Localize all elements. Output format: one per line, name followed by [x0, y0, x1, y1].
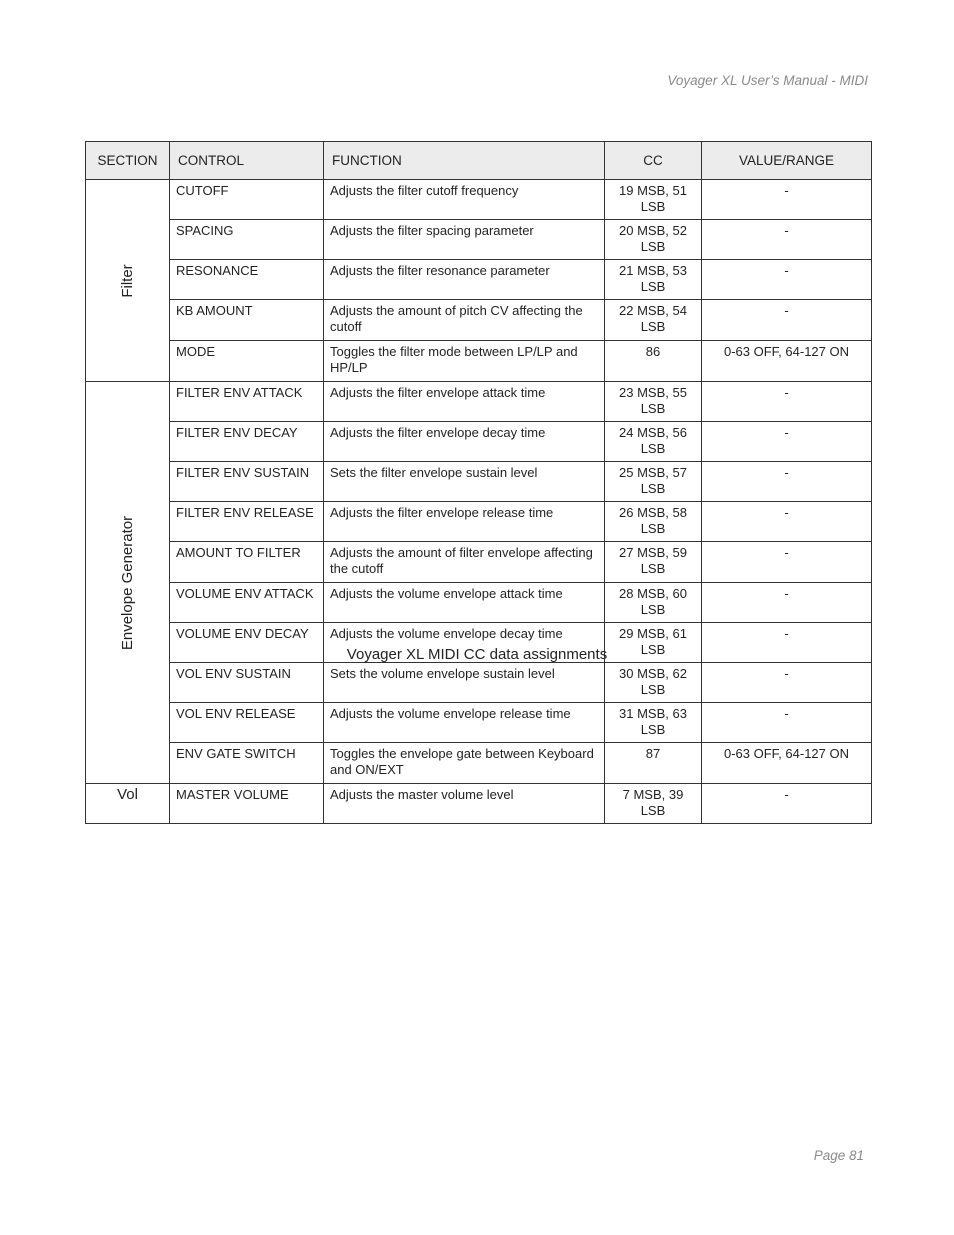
- control-cell: VOL ENV RELEASE: [170, 703, 324, 743]
- section-label: Envelope Generator: [118, 515, 136, 650]
- control-cell: FILTER ENV SUSTAIN: [170, 462, 324, 502]
- control-cell: VOL ENV SUSTAIN: [170, 663, 324, 703]
- table-row: [86, 341, 872, 382]
- cc-cell: 26 MSB, 58 LSB: [605, 502, 702, 542]
- cc-cell: 25 MSB, 57 LSB: [605, 462, 702, 502]
- cc-cell: 7 MSB, 39 LSB: [605, 784, 702, 824]
- table-row: [86, 542, 872, 583]
- range-cell: -: [702, 784, 872, 824]
- function-cell: Toggles the filter mode between LP/LP and HP/LP: [324, 341, 605, 382]
- table-row: [86, 743, 872, 784]
- function-cell: Adjusts the filter envelope decay time: [324, 422, 605, 462]
- control-cell: AMOUNT TO FILTER: [170, 542, 324, 583]
- section-cell-filter: [86, 180, 170, 382]
- range-cell: -: [702, 542, 872, 583]
- control-cell: ENV GATE SWITCH: [170, 743, 324, 784]
- control-cell: MODE: [170, 341, 324, 382]
- range-cell: -: [702, 422, 872, 462]
- range-cell: -: [702, 703, 872, 743]
- midi-cc-table: [85, 141, 872, 824]
- control-cell: CUTOFF: [170, 180, 324, 220]
- control-cell: VOLUME ENV DECAY: [170, 623, 324, 663]
- column-header-value-range: VALUE/RANGE: [702, 142, 872, 180]
- cc-cell: 28 MSB, 60 LSB: [605, 583, 702, 623]
- function-cell: Adjusts the filter cutoff frequency: [324, 180, 605, 220]
- function-cell: Sets the volume envelope sustain level: [324, 663, 605, 703]
- function-cell: Adjusts the volume envelope decay time: [324, 623, 605, 663]
- function-cell: Adjusts the volume envelope attack time: [324, 583, 605, 623]
- cc-cell: 21 MSB, 53 LSB: [605, 260, 702, 300]
- range-cell: -: [702, 462, 872, 502]
- cc-cell: 86: [605, 341, 702, 382]
- column-header-function: FUNCTION: [324, 142, 605, 180]
- table-row: [86, 663, 872, 703]
- range-cell: -: [702, 663, 872, 703]
- range-cell: -: [702, 300, 872, 341]
- table-row: [86, 502, 872, 542]
- range-cell: 0-63 OFF, 64-127 ON: [702, 341, 872, 382]
- cc-cell: 23 MSB, 55 LSB: [605, 382, 702, 422]
- function-cell: Sets the filter envelope sustain level: [324, 462, 605, 502]
- range-cell: -: [702, 502, 872, 542]
- function-cell: Toggles the envelope gate between Keyboard and ON/EXT: [324, 743, 605, 784]
- table-header-row: [86, 142, 872, 180]
- table-row: [86, 422, 872, 462]
- function-cell: Adjusts the filter envelope attack time: [324, 382, 605, 422]
- function-cell: Adjusts the amount of filter envelope affecting the cutoff: [324, 542, 605, 583]
- function-cell: Adjusts the filter spacing parameter: [324, 220, 605, 260]
- table-row: [86, 220, 872, 260]
- table-row: [86, 784, 872, 824]
- cc-cell: 22 MSB, 54 LSB: [605, 300, 702, 341]
- function-cell: Adjusts the master volume level: [324, 784, 605, 824]
- range-cell: -: [702, 623, 872, 663]
- table-row: [86, 703, 872, 743]
- range-cell: -: [702, 583, 872, 623]
- running-header: Voyager XL User’s Manual - MIDI: [667, 73, 868, 88]
- control-cell: RESONANCE: [170, 260, 324, 300]
- table-caption: Voyager XL MIDI CC data assignments: [346, 646, 608, 663]
- range-cell: -: [702, 382, 872, 422]
- section-label: Filter: [118, 263, 136, 298]
- control-cell: FILTER ENV ATTACK: [170, 382, 324, 422]
- range-cell: 0-63 OFF, 64-127 ON: [702, 743, 872, 784]
- control-cell: VOLUME ENV ATTACK: [170, 583, 324, 623]
- table-row: [86, 260, 872, 300]
- cc-cell: 29 MSB, 61 LSB: [605, 623, 702, 663]
- function-cell: Adjusts the filter envelope release time: [324, 502, 605, 542]
- control-cell: FILTER ENV RELEASE: [170, 502, 324, 542]
- table-row: [86, 180, 872, 220]
- page-number: Page 81: [813, 1148, 864, 1163]
- cc-cell: 30 MSB, 62 LSB: [605, 663, 702, 703]
- control-cell: FILTER ENV DECAY: [170, 422, 324, 462]
- column-header-section: SECTION: [86, 142, 170, 180]
- cc-cell: 20 MSB, 52 LSB: [605, 220, 702, 260]
- cc-cell: 24 MSB, 56 LSB: [605, 422, 702, 462]
- range-cell: -: [702, 220, 872, 260]
- control-cell: MASTER VOLUME: [170, 784, 324, 824]
- table-row: [86, 583, 872, 623]
- function-cell: Adjusts the filter resonance parameter: [324, 260, 605, 300]
- control-cell: KB AMOUNT: [170, 300, 324, 341]
- column-header-control: CONTROL: [170, 142, 324, 180]
- cc-cell: 27 MSB, 59 LSB: [605, 542, 702, 583]
- range-cell: -: [702, 260, 872, 300]
- control-cell: SPACING: [170, 220, 324, 260]
- range-cell: -: [702, 180, 872, 220]
- table-row: [86, 300, 872, 341]
- column-header-cc: CC: [605, 142, 702, 180]
- cc-cell: 87: [605, 743, 702, 784]
- section-cell-envelope-generator: [86, 382, 170, 784]
- section-cell-vol: Vol: [86, 784, 170, 824]
- table-row: [86, 382, 872, 422]
- function-cell: Adjusts the amount of pitch CV affecting the cutoff: [324, 300, 605, 341]
- cc-cell: 19 MSB, 51 LSB: [605, 180, 702, 220]
- function-cell: Adjusts the volume envelope release time: [324, 703, 605, 743]
- table-row: [86, 462, 872, 502]
- cc-cell: 31 MSB, 63 LSB: [605, 703, 702, 743]
